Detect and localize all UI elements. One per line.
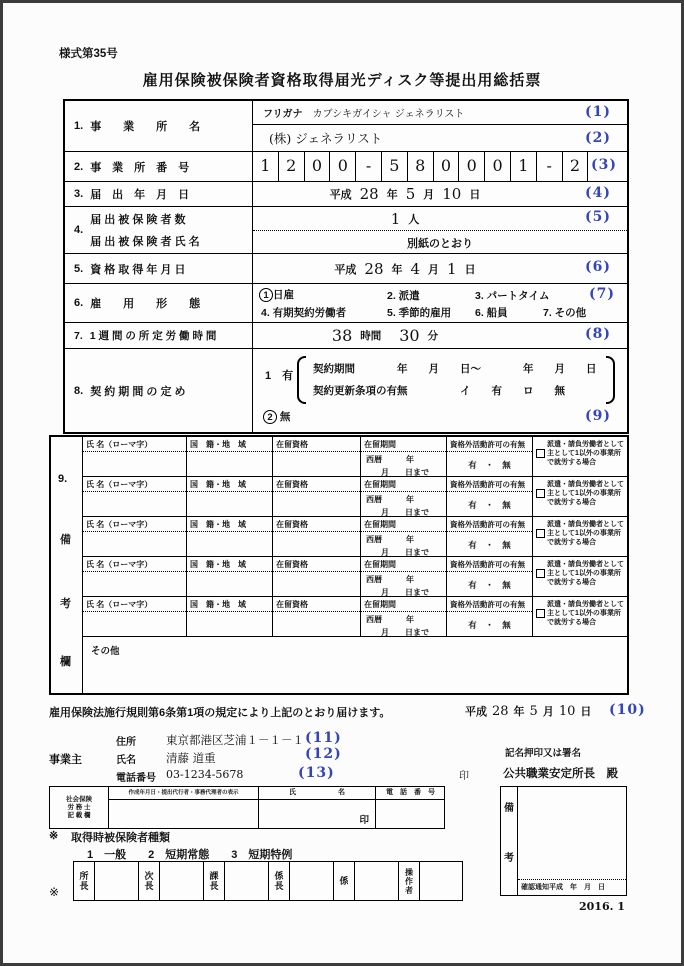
permit-options: 有 ・ 無: [468, 540, 511, 550]
approval-label-cell: [204, 862, 225, 900]
insured-count: 1: [390, 209, 401, 228]
acquisition-date-value: [253, 254, 627, 283]
row4-number: 4.: [74, 224, 84, 236]
row4-label: [65, 207, 253, 253]
row8-label-text: 契 約 期 間 の 定 め: [90, 385, 186, 398]
month-unit: 月: [428, 263, 440, 276]
row-insured: [65, 206, 627, 253]
row-filing-date: [65, 181, 627, 206]
declaration-date: [465, 703, 591, 719]
labor-consultant-side-label: [50, 787, 109, 828]
side-char-kou: 考: [60, 598, 71, 610]
ref-7: (7): [589, 286, 615, 302]
ref-10: (10): [609, 702, 646, 718]
remark-row: [83, 597, 627, 637]
approval-blank-cell: [160, 862, 204, 900]
approval-label: 次長: [143, 871, 154, 891]
dispatch-checkbox: [536, 609, 545, 618]
option-fixed-term: 4. 有期契約労働者: [261, 307, 347, 319]
era-label: 平成: [329, 189, 352, 201]
residence-status-header: 在留資格: [273, 597, 360, 612]
filing-year: 28: [359, 185, 379, 203]
sign-note: 記名押印又は署名: [505, 748, 582, 759]
address-label: 住所: [116, 737, 136, 748]
option-other: 7. その他: [543, 307, 587, 319]
permit-options: 有 ・ 無: [468, 460, 511, 470]
row8-number: 8.: [74, 384, 84, 397]
decl-month: 5: [529, 703, 538, 719]
digit-cell: 2: [279, 152, 305, 181]
phone-value: 03-1234-5678: [166, 768, 244, 781]
roman-name-cell: [83, 557, 187, 596]
rem-char-kou: 考: [504, 853, 514, 864]
side-char-ran: 欄: [60, 656, 71, 668]
row-office-number: [65, 151, 627, 181]
contract-bracket: [297, 356, 615, 404]
edition-mark: 2016. 1: [579, 900, 625, 913]
approval-label-cell: [399, 862, 420, 900]
nationality-header: 国 籍・地 域: [187, 557, 272, 572]
day-unit: 日: [464, 263, 476, 276]
residence-status-header: 在留資格: [273, 477, 360, 492]
row-employment-type: [65, 283, 627, 322]
sr-side-line: 労 務 士: [67, 803, 91, 811]
insured-names-row: [253, 230, 627, 254]
furigana-value: カブシキガイシャ ジェネラリスト: [312, 109, 465, 120]
digit-cell: 1: [511, 152, 537, 181]
permit-options: 有 ・ 無: [468, 500, 511, 510]
ref-4: (4): [585, 185, 611, 201]
hours-unit: 時間: [360, 330, 382, 342]
month-unit: 月: [423, 189, 435, 201]
acq-year: 28: [364, 259, 384, 278]
nationality-header: 国 籍・地 域: [187, 517, 272, 532]
other-label: その他: [91, 646, 120, 657]
insured-count-unit: 人: [408, 213, 420, 226]
roman-name-header: 氏 名（ローマ字）: [83, 557, 186, 572]
row-contract-term: [65, 348, 627, 432]
row1-value: [253, 101, 627, 151]
bracket-left: [297, 356, 306, 404]
sr-col3-body: [376, 800, 445, 828]
nationality-cell: [187, 477, 273, 516]
approval-blank-cell: [420, 862, 464, 900]
row5-number: 5.: [74, 262, 84, 275]
approval-blank-cell: [225, 862, 269, 900]
remarks-dotted-line: [518, 879, 626, 880]
sr-col2-header: 氏 名: [259, 787, 376, 799]
labor-consultant-box: [49, 786, 445, 829]
approval-label: 係: [338, 876, 349, 886]
residence-status-header: 在留資格: [273, 437, 360, 452]
approval-label-cell: [139, 862, 160, 900]
employment-type-options: [253, 284, 627, 322]
acquisition-title: 取得時被保険者種類: [71, 832, 170, 844]
main-info-table: [63, 99, 629, 434]
sr-col1-header: 作成年月日・提出代行者・事務代理者の表示: [109, 787, 259, 799]
side-char-bi: 備: [60, 534, 71, 546]
office-number-boxes: [253, 152, 627, 181]
dispatch-cell: [533, 557, 627, 596]
period-until-line: 月 日まで: [381, 468, 429, 476]
approval-label-cell: [334, 862, 355, 900]
nationality-cell: [187, 437, 273, 476]
activity-permit-cell: [447, 477, 533, 516]
nationality-header: 国 籍・地 域: [187, 597, 272, 612]
ref-2: (2): [585, 130, 611, 146]
row2-label: [65, 152, 253, 181]
row1-label-text: 事 業 所 名: [90, 121, 201, 133]
rem-char-bi: 備: [504, 803, 514, 814]
period-year-line: 西暦 年: [366, 575, 414, 584]
dispatch-checkbox: [536, 529, 545, 538]
ref-5: (5): [585, 209, 611, 225]
office-remarks-side: [501, 787, 518, 895]
dispatch-checkbox: [536, 489, 545, 498]
acquisition-mark: ※: [49, 830, 59, 842]
dispatch-checkbox: [536, 569, 545, 578]
ref-1: (1): [585, 104, 611, 120]
contract-no-text: 無: [279, 411, 291, 423]
contract-yes-option: 1 有: [265, 370, 294, 382]
nationality-cell: [187, 597, 273, 636]
period-until-line: 月 日まで: [381, 508, 429, 516]
activity-permit-header: 資格外活動許可の有無: [447, 437, 532, 452]
roman-name-cell: [83, 437, 187, 476]
row5-label: [65, 254, 253, 283]
employer-name-value: 清藤 道重: [166, 751, 216, 765]
roman-name-cell: [83, 517, 187, 556]
digit-cell: 8: [408, 152, 434, 181]
contract-period-line: 契約期間 年 月 日～ 年 月 日: [313, 363, 597, 375]
ref-3: (3): [591, 157, 617, 173]
activity-permit-cell: [447, 597, 533, 636]
business-name-value: (株) ジェネラリスト: [269, 131, 383, 146]
residence-period-cell: [361, 557, 447, 596]
ref-11: (11): [305, 730, 342, 746]
row6-label-text: 雇 用 形 態: [90, 298, 201, 310]
dispatch-text: 派遣・請負労働者として主として1以外の事業所で就労する場合: [547, 561, 624, 586]
approval-blank-cell: [355, 862, 399, 900]
minutes-value: 30: [399, 326, 420, 345]
digit-cell: 1: [253, 152, 279, 181]
hours-value: 38: [331, 326, 353, 345]
residence-status-cell: [273, 477, 361, 516]
remarks-table: [49, 435, 629, 695]
furigana-row: [253, 101, 627, 124]
office-remarks-box: [500, 786, 627, 896]
circled-1: 1: [259, 288, 273, 302]
row-weekly-hours: [65, 322, 627, 348]
residence-period-header: 在留期間: [361, 477, 446, 492]
employer-label: 事業主: [49, 754, 82, 766]
digit-cell: 5: [382, 152, 408, 181]
residence-period-cell: [361, 517, 447, 556]
row3-label: [65, 182, 253, 206]
dash-cell: -: [356, 152, 382, 181]
section9-number: 9.: [58, 473, 68, 485]
option-dispatch: 2. 派遣: [387, 290, 420, 302]
day-unit: 日: [469, 189, 481, 201]
residence-period-cell: [361, 597, 447, 636]
seal-mark: 印: [459, 771, 469, 782]
digit-cell: 0: [330, 152, 356, 181]
residence-period-header: 在留期間: [361, 517, 446, 532]
dispatch-text: 派遣・請負労働者として主として1以外の事業所で就労する場合: [547, 441, 624, 466]
activity-permit-cell: [447, 557, 533, 596]
period-year-line: 西暦 年: [366, 455, 414, 464]
ref-8: (8): [585, 326, 611, 342]
contract-term-value: [253, 349, 627, 432]
remark-row: [83, 477, 627, 517]
approval-stamp-table: [73, 861, 463, 901]
month-unit: 月: [542, 706, 554, 718]
row4-label-names: 届 出 被 保 険 者 氏 名: [90, 236, 200, 248]
year-unit: 年: [391, 263, 403, 276]
digit-cell: 0: [485, 152, 511, 181]
dispatch-text: 派遣・請負労働者として主として1以外の事業所で就労する場合: [547, 481, 624, 506]
declaration-text: 雇用保険法施行規則第6条第1項の規定により上記のとおり届けます。: [49, 707, 391, 719]
form-code: 様式第35号: [59, 48, 118, 60]
acq-day: 1: [447, 259, 457, 278]
row6-label: [65, 284, 253, 322]
circled-2: 2: [263, 410, 277, 424]
labor-consultant-grid: [109, 787, 445, 828]
filing-date-value: [253, 182, 627, 206]
dispatch-cell: [533, 597, 627, 636]
contract-no-option: [263, 409, 290, 424]
weekly-hours-value: [253, 323, 627, 348]
roman-name-header: 氏 名（ローマ字）: [83, 437, 186, 452]
phone-label: 電話番号: [116, 773, 156, 784]
decl-year: 28: [492, 703, 509, 719]
year-unit: 年: [513, 706, 525, 718]
dispatch-cell: [533, 437, 627, 476]
row-acquisition-date: [65, 253, 627, 283]
option-parttime: 3. パートタイム: [475, 290, 550, 302]
sr-side-line: 記 載 欄: [67, 811, 91, 819]
remarks-rows: [83, 437, 627, 693]
residence-period-cell: [361, 437, 447, 476]
era-label: 平成: [334, 263, 357, 276]
approval-label: 所長: [78, 871, 89, 891]
nationality-cell: [187, 517, 273, 556]
approval-label: 操作者: [404, 867, 414, 895]
option-seasonal: 5. 季節的雇用: [387, 307, 452, 319]
row7-label: [65, 323, 253, 348]
period-until-line: 月 日まで: [381, 548, 429, 556]
insured-count-row: [253, 207, 627, 230]
furigana-label: フリガナ: [263, 109, 303, 120]
option-day-labor: [259, 287, 294, 302]
roman-name-cell: [83, 477, 187, 516]
approval-mark: ※: [49, 885, 60, 899]
approval-blank-cell: [290, 862, 334, 900]
row-business-name: [65, 101, 627, 151]
sr-col1-body: [109, 800, 259, 828]
activity-permit-header: 資格外活動許可の有無: [447, 477, 532, 492]
digit-cell: 2: [563, 152, 589, 181]
approval-label: 課長: [208, 871, 219, 891]
permit-options: 有 ・ 無: [468, 580, 511, 590]
bracket-right: [606, 356, 615, 404]
period-year-line: 西暦 年: [366, 615, 414, 624]
roman-name-header: 氏 名（ローマ字）: [83, 517, 186, 532]
period-until-line: 月 日まで: [381, 588, 429, 596]
approval-blank-cell: [95, 862, 139, 900]
row3-label-text: 届 出 年 月 日: [90, 189, 190, 201]
era-label: 平成: [465, 706, 487, 718]
dispatch-text: 派遣・請負労働者として主として1以外の事業所で就労する場合: [547, 601, 624, 626]
residence-status-cell: [273, 557, 361, 596]
residence-status-cell: [273, 517, 361, 556]
period-year-line: 西暦 年: [366, 535, 414, 544]
acquisition-options: 1 一般 2 短期常態 3 短期特例: [87, 849, 293, 861]
sr-side-line: 社会保険: [66, 795, 92, 803]
dispatch-cell: [533, 477, 627, 516]
business-name-row: [253, 124, 627, 151]
filing-day: 10: [442, 185, 462, 203]
row7-label-text: 1 週 間 の 所 定 労 働 時 間: [89, 330, 217, 342]
activity-permit-header: 資格外活動許可の有無: [447, 517, 532, 532]
remark-row: [83, 517, 627, 557]
digit-cell: 0: [305, 152, 331, 181]
remarks-side-label: [51, 437, 83, 693]
residence-period-header: 在留期間: [361, 437, 446, 452]
period-until-line: 月 日まで: [381, 628, 429, 636]
office-addressee: 公共職業安定所長 殿: [503, 768, 618, 780]
nationality-header: 国 籍・地 域: [187, 437, 272, 452]
row2-label-text: 事 業 所 番 号: [90, 161, 190, 174]
residence-period-header: 在留期間: [361, 597, 446, 612]
insured-names-value: 別紙のとおり: [407, 237, 473, 250]
ref-6: (6): [585, 259, 611, 275]
sr-col3-header: 電 話 番 号: [386, 789, 435, 796]
nationality-header: 国 籍・地 域: [187, 477, 272, 492]
activity-permit-cell: [447, 437, 533, 476]
roman-name-header: 氏 名（ローマ字）: [83, 597, 186, 612]
other-remarks-row: [83, 637, 627, 693]
remark-row: [83, 437, 627, 477]
remark-row: [83, 557, 627, 597]
permit-options: 有 ・ 無: [468, 620, 511, 630]
acq-month: 4: [410, 259, 421, 278]
row3-number: 3.: [74, 188, 84, 200]
dash-cell: -: [537, 152, 563, 181]
residence-status-header: 在留資格: [273, 517, 360, 532]
digit-cell: 0: [434, 152, 460, 181]
residence-period-header: 在留期間: [361, 557, 446, 572]
ref-13: (13): [298, 765, 335, 781]
day-unit: 日: [580, 706, 592, 718]
row6-number: 6.: [74, 297, 84, 309]
row4-label-count: 届 出 被 保 険 者 数: [90, 214, 186, 226]
row5-label-text: 資 格 取 得 年 月 日: [90, 263, 186, 276]
decl-day: 10: [558, 703, 576, 719]
residence-status-cell: [273, 597, 361, 636]
ref-9: (9): [585, 408, 611, 424]
dispatch-cell: [533, 517, 627, 556]
confirm-notice-line: 確認通知平成 年 月 日: [521, 884, 605, 891]
contract-renewal-line: 契約更新条項の有無 イ 有 ロ 無: [313, 385, 565, 397]
year-unit: 年: [386, 189, 398, 201]
row4-value: [253, 207, 627, 253]
sr-seal: 印: [359, 815, 369, 826]
sr-col2-body: [259, 800, 376, 828]
roman-name-cell: [83, 597, 187, 636]
row2-number: 2.: [74, 160, 84, 173]
row8-label: [65, 349, 253, 432]
option-day-labor-text: 日雇: [273, 289, 294, 301]
row1-label: [65, 101, 253, 151]
approval-label: 係長: [273, 871, 284, 891]
ref3-cell: [588, 152, 627, 181]
residence-status-header: 在留資格: [273, 557, 360, 572]
activity-permit-header: 資格外活動許可の有無: [447, 597, 532, 612]
dispatch-checkbox: [536, 449, 545, 458]
address-value: 東京都港区芝浦１－１－１: [166, 733, 304, 747]
residence-period-cell: [361, 477, 447, 516]
filing-month: 5: [405, 185, 416, 203]
activity-permit-header: 資格外活動許可の有無: [447, 557, 532, 572]
name-label: 氏名: [116, 755, 136, 766]
roman-name-header: 氏 名（ローマ字）: [83, 477, 186, 492]
minutes-unit: 分: [427, 330, 439, 342]
digit-cell: 0: [459, 152, 485, 181]
page-title: 雇用保険被保険者資格取得届光ディスク等提出用総括票: [142, 72, 542, 89]
ref-12: (12): [305, 746, 342, 762]
row7-number: 7.: [74, 329, 83, 342]
approval-label-cell: [269, 862, 290, 900]
approval-label-cell: [74, 862, 95, 900]
office-remarks-area: [518, 787, 626, 895]
period-year-line: 西暦 年: [366, 495, 414, 504]
option-mariner: 6. 船員: [475, 307, 508, 319]
row1-number: 1.: [74, 120, 84, 132]
residence-status-cell: [273, 437, 361, 476]
dispatch-text: 派遣・請負労働者として主として1以外の事業所で就労する場合: [547, 521, 624, 546]
nationality-cell: [187, 557, 273, 596]
activity-permit-cell: [447, 517, 533, 556]
